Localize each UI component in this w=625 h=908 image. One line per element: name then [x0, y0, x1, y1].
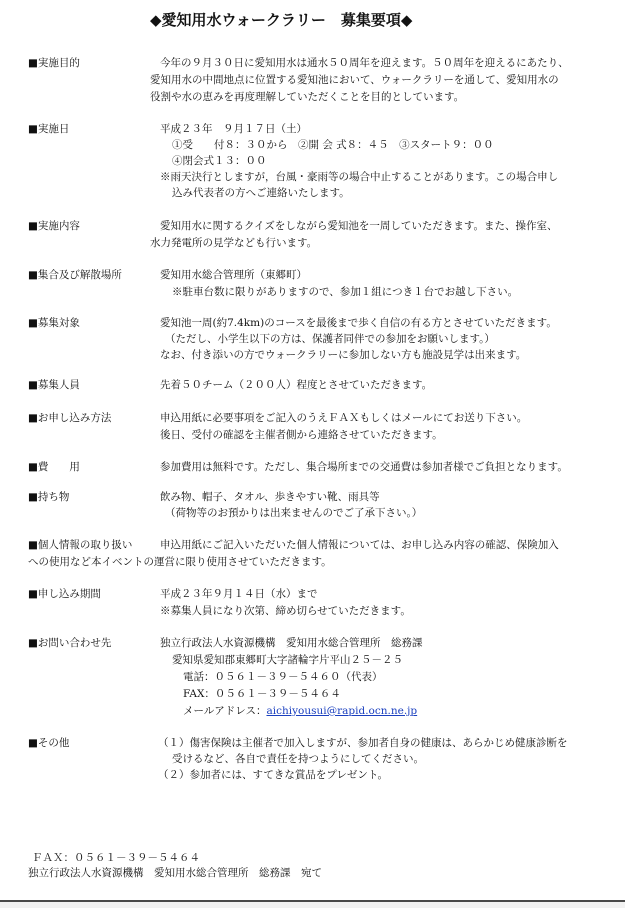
content-line: 水力発電所の見学なども行います。	[150, 237, 318, 249]
section-label-purpose: ■実施目的	[28, 57, 80, 69]
period-line: 平成２３年９月１４日（水）まで	[160, 588, 318, 600]
section-label-capacity: ■募集人員	[28, 379, 80, 391]
capacity-line: 先着５０チーム（２００人）程度とさせていただきます。	[160, 379, 433, 391]
section-label-other: ■その他	[28, 737, 70, 749]
contact-email-label: メールアドレス：	[183, 705, 267, 717]
section-label-privacy: ■個人情報の取り扱い	[28, 539, 133, 551]
section-label-target: ■募集対象	[28, 317, 80, 329]
items-line: 飲み物、帽子、タオル、歩きやすい靴、雨具等	[160, 491, 380, 503]
other-line: （２）参加者には、すてきな賞品をプレゼント。	[158, 769, 388, 781]
target-line: 愛知池一周(約7.4km)のコースを最後まで歩く自信の有る方とさせていただきます。	[160, 317, 557, 329]
section-label-date: ■実施日	[28, 123, 70, 135]
footer-fax: ＦＡＸ：０５６１－３９－５４６４	[32, 852, 200, 864]
page-title: ◆愛知用水ウォークラリー 募集要項◆	[150, 11, 413, 29]
section-label-period: ■申し込み期間	[28, 588, 101, 600]
other-line: （１）傷害保険は主催者で加入しますが、参加者自身の健康は、あらかじめ健康診断を	[158, 737, 568, 749]
period-line: ※募集人員になり次第、締め切らせていただきます。	[160, 605, 411, 617]
date-line: 平成２３年 ９月１７日（土）	[160, 123, 307, 135]
content-line: 愛知用水に関するクイズをしながら愛知池を一周していただきます。また、操作室、	[160, 220, 558, 232]
footer-addressee: 独立行政法人水資源機構 愛知用水総合管理所 総務課 宛て	[28, 867, 322, 879]
contact-org: 独立行政法人水資源機構 愛知用水総合管理所 総務課	[160, 637, 423, 649]
apply-line: 申込用紙に必要事項をご記入のうえＦＡＸもしくはメールにてお送り下さい。	[160, 412, 528, 424]
section-label-fee: ■費 用	[28, 461, 80, 473]
privacy-line: 申込用紙にご記入いただいた個人情報については、お申し込み内容の確認、保険加入	[160, 539, 559, 551]
section-label-venue: ■集合及び解散場所	[28, 269, 122, 281]
date-line: ※雨天決行としますが，台風・豪雨等の場合中止することがあります。この場合申し	[160, 171, 559, 183]
date-line: ①受 付８：３０から ②開 会 式８：４５ ③スタート９：００	[172, 139, 494, 151]
venue-line: ※駐車台数に限りがありますので、参加１組につき１台でお越し下さい。	[172, 286, 519, 298]
privacy-line: への使用など本イベントの運営に限り使用させていただきます。	[28, 556, 332, 568]
purpose-line: 役割や水の恵みを再度理解していただくことを目的としています。	[150, 91, 465, 103]
fee-line: 参加費用は無料です。ただし、集合場所までの交通費は参加者様でご負担となります。	[160, 461, 568, 473]
contact-email-row	[183, 704, 417, 718]
section-label-content: ■実施内容	[28, 220, 80, 232]
page-bottom-strip	[0, 902, 625, 908]
contact-phone: 電話：０５６１－３９－５４６０（代表）	[183, 671, 383, 683]
apply-line: 後日、受付の確認を主催者側から連絡させていただきます。	[160, 429, 443, 441]
email-link[interactable]: aichiyousui@rapid.ocn.ne.jp	[266, 705, 418, 717]
venue-line: 愛知用水総合管理所（東郷町）	[160, 269, 307, 281]
contact-address: 愛知県愛知郡東郷町大字諸輪字片平山２５－２５	[172, 654, 403, 666]
contact-fax: FAX：０５６１－３９－５４６４	[183, 688, 341, 700]
purpose-line: 愛知用水の中間地点に位置する愛知池において、ウォークラリーを通して、愛知用水の	[150, 74, 559, 86]
date-line: ④閉会式１３：００	[172, 155, 267, 167]
target-line: （ただし、小学生以下の方は、保護者同伴での参加をお願いします。）	[165, 333, 495, 345]
section-label-contact: ■お問い合わせ先	[28, 637, 112, 649]
target-line: なお、付き添いの方でウォークラリーに参加しない方も施設見学は出来ます。	[160, 349, 527, 361]
section-label-items: ■持ち物	[28, 491, 70, 503]
other-line: 受けるなど、各自で責任を持つようにしてください。	[172, 753, 424, 765]
items-line: （荷物等のお預かりは出来ませんのでご了承下さい。）	[165, 507, 423, 519]
section-label-apply: ■お申し込み方法	[28, 412, 112, 424]
purpose-line: 今年の９月３０日に愛知用水は通水５０周年を迎えます。５０周年を迎えるにあたり、	[160, 57, 569, 69]
date-line: 込み代表者の方へご連絡いたします。	[172, 187, 350, 199]
